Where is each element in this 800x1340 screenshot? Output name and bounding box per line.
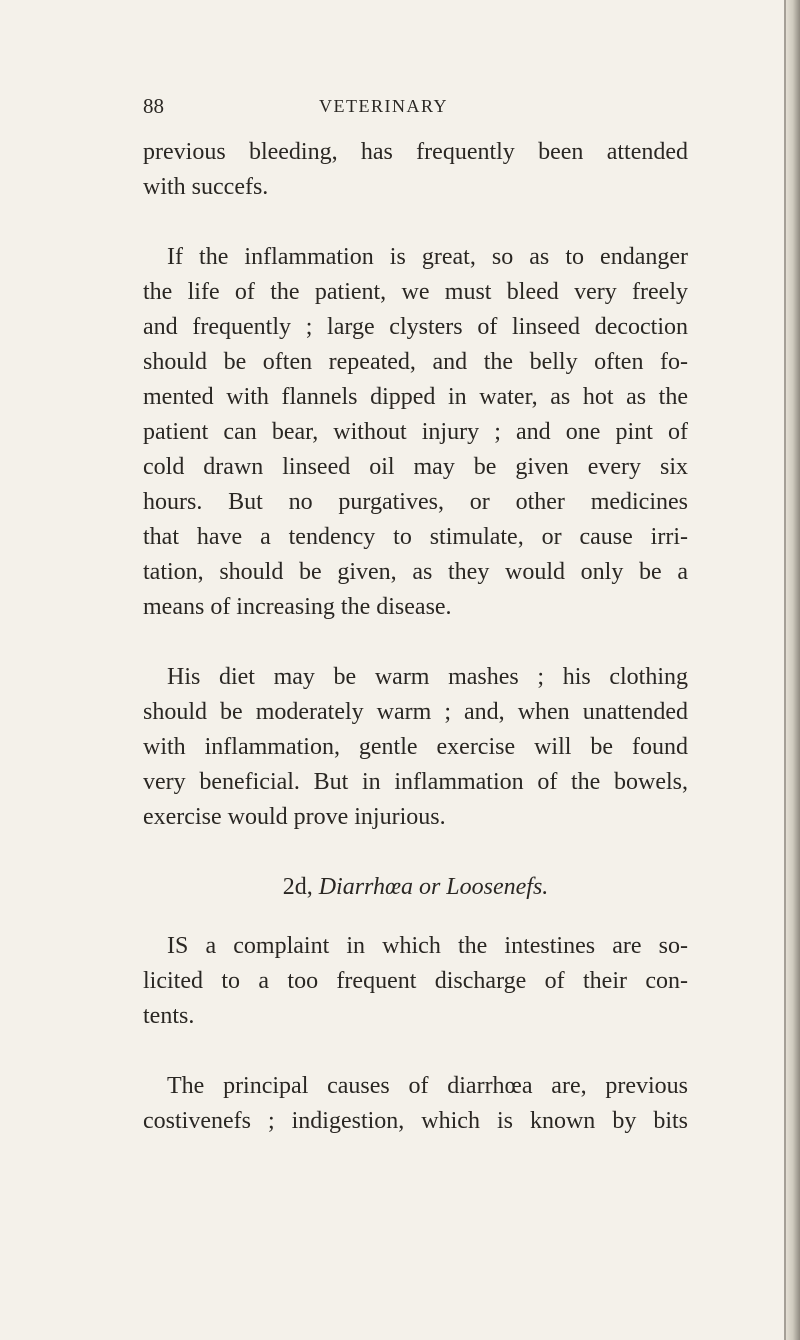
text-line: exercise would prove injurious.	[143, 804, 446, 830]
page-edge-shadow	[784, 0, 786, 1340]
text-line: very beneficial. But in inflammation of the bowels,	[143, 769, 688, 795]
text-line: mented with flannels dipped in water, as hot as the	[143, 384, 688, 410]
running-head: VETERINARY	[319, 96, 448, 116]
paragraph-spacer	[143, 205, 688, 240]
text-line: previous bleeding, has frequently been attended	[143, 139, 688, 165]
text-line: should be often repeated, and the belly often fo-	[143, 349, 688, 375]
paragraph-spacer	[143, 835, 688, 870]
page-edge	[784, 0, 800, 1340]
text-line: IS a complaint in which the intestines are so-	[167, 933, 688, 959]
paragraph-inflammation-treatment	[143, 240, 688, 625]
paragraph-definition	[143, 929, 688, 1034]
section-heading	[143, 870, 688, 905]
text-line: hours. But no purgatives, or other medicines	[143, 489, 688, 515]
text-line: tation, should be given, as they would only be a	[143, 559, 688, 585]
paragraph-spacer	[143, 625, 688, 660]
section-title: Diarrhœa or Loosenefs.	[318, 874, 549, 900]
text-line: that have a tendency to stimulate, or cause irri-	[143, 524, 688, 550]
text-line: with inflammation, gentle exercise will be found	[143, 734, 688, 760]
text-line: cold drawn linseed oil may be given every six	[143, 454, 688, 480]
page-body	[143, 135, 688, 1139]
text-line: His diet may be warm mashes ; his clothing	[167, 664, 688, 690]
text-line: tents.	[143, 1003, 195, 1029]
page-number: 88	[143, 94, 164, 118]
paragraph-diet	[143, 660, 688, 835]
text-line: should be moderately warm ; and, when unattended	[143, 699, 688, 725]
text-line: licited to a too frequent discharge of their con-	[143, 968, 688, 994]
text-line: If the inflammation is great, so as to endanger	[167, 244, 688, 270]
text-line: The principal causes of diarrhœa are, previous	[167, 1073, 688, 1099]
text-line: means of increasing the disease.	[143, 594, 452, 620]
text-line: with succefs.	[143, 174, 269, 200]
section-number: 2d,	[282, 874, 313, 900]
text-line: and frequently ; large clysters of linseed decoction	[143, 314, 688, 340]
text-line: patient can bear, without injury ; and one pint of	[143, 419, 688, 445]
paragraph-spacer	[143, 905, 688, 929]
text-line: the life of the patient, we must bleed very freely	[143, 279, 688, 305]
paragraph-spacer	[143, 1034, 688, 1069]
paragraph-causes	[143, 1069, 688, 1139]
page-header	[143, 94, 703, 124]
text-line: costivenefs ; indigestion, which is known by bits	[143, 1108, 688, 1134]
paragraph-continuation	[143, 135, 688, 205]
